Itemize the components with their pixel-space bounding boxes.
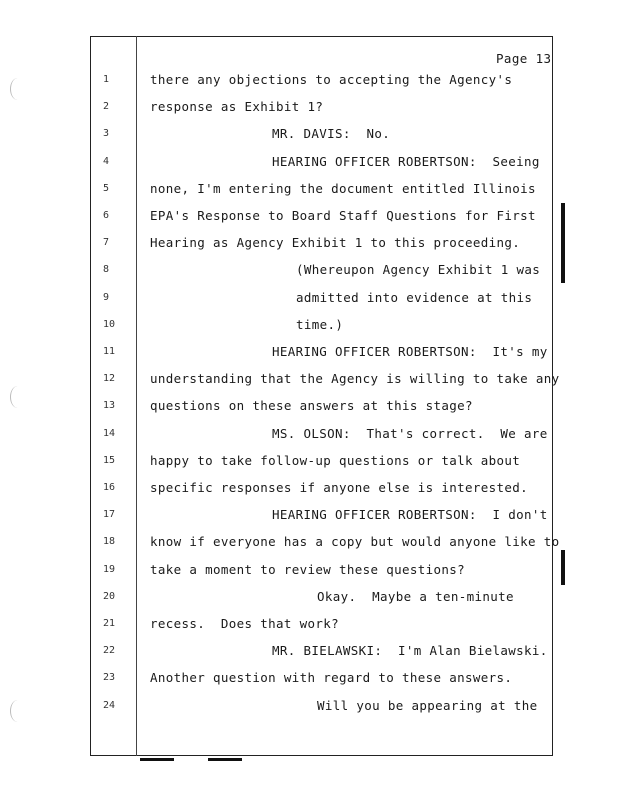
transcript-line: know if everyone has a copy but would anyone like to bbox=[150, 534, 560, 550]
scan-bottom-mark-1 bbox=[140, 758, 174, 761]
transcript-line: response as Exhibit 1? bbox=[150, 99, 324, 115]
line-number: 21 bbox=[103, 618, 116, 629]
line-number: 8 bbox=[103, 264, 110, 276]
line-number: 7 bbox=[103, 237, 110, 249]
transcript-line: MR. DAVIS: No. bbox=[272, 126, 391, 142]
line-number: 15 bbox=[103, 454, 116, 466]
transcript-line: (Whereupon Agency Exhibit 1 was bbox=[296, 262, 541, 278]
line-number: 14 bbox=[103, 427, 116, 439]
hole-punch-bottom bbox=[10, 700, 25, 722]
scan-edge-mark-bottom bbox=[561, 550, 565, 585]
transcript-line: admitted into evidence at this bbox=[296, 289, 533, 305]
line-number: 20 bbox=[103, 590, 116, 602]
transcript-line: Okay. Maybe a ten-minute bbox=[317, 588, 514, 604]
transcript-line: EPA's Response to Board Staff Questions for First bbox=[150, 208, 536, 223]
line-number: 4 bbox=[103, 155, 110, 167]
page-number: Page 13 bbox=[496, 51, 552, 66]
line-number: 16 bbox=[103, 482, 116, 493]
line-number: 1 bbox=[103, 74, 110, 85]
line-number: 17 bbox=[103, 509, 116, 521]
hole-punch-top bbox=[10, 78, 25, 100]
transcript-line: questions on these answers at this stage? bbox=[150, 398, 473, 414]
transcript-line: Another question with regard to these answers. bbox=[150, 670, 513, 686]
transcript-line: MR. BIELAWSKI: I'm Alan Bielawski. bbox=[272, 643, 548, 659]
scan-bottom-mark-2 bbox=[208, 758, 242, 761]
line-number: 18 bbox=[103, 536, 116, 548]
transcript-line: recess. Does that work? bbox=[150, 616, 340, 631]
transcript-line: HEARING OFFICER ROBERTSON: It's my bbox=[272, 344, 548, 359]
transcript-line: time.) bbox=[296, 316, 344, 332]
transcript-line: specific responses if anyone else is interested. bbox=[150, 480, 529, 495]
line-number: 11 bbox=[103, 346, 116, 357]
line-number: 13 bbox=[103, 400, 116, 412]
scan-edge-mark-top bbox=[561, 203, 565, 283]
transcript-line: HEARING OFFICER ROBERTSON: I don't bbox=[272, 507, 548, 523]
line-number: 2 bbox=[103, 101, 110, 113]
transcript-line: understanding that the Agency is willing to take any bbox=[150, 371, 560, 387]
transcript-line: happy to take follow-up questions or talk about bbox=[150, 452, 521, 468]
line-number: 10 bbox=[103, 318, 116, 330]
transcript-line: Will you be appearing at the bbox=[317, 697, 538, 713]
line-number: 6 bbox=[103, 210, 110, 221]
line-number: 3 bbox=[103, 128, 110, 140]
line-number: 19 bbox=[103, 563, 116, 575]
line-number: 12 bbox=[103, 373, 116, 385]
transcript-line: HEARING OFFICER ROBERTSON: Seeing bbox=[272, 153, 540, 169]
line-number: 24 bbox=[103, 699, 116, 711]
line-number: 22 bbox=[103, 645, 116, 657]
transcript-line: MS. OLSON: That's correct. We are bbox=[272, 425, 548, 441]
transcript-line: none, I'm entering the document entitled Illinois bbox=[150, 180, 536, 196]
transcript-line: there any objections to accepting the Agency's bbox=[150, 72, 513, 87]
hole-punch-middle bbox=[10, 386, 25, 408]
line-number: 9 bbox=[103, 291, 110, 303]
transcript-line: Hearing as Agency Exhibit 1 to this proceeding. bbox=[150, 235, 521, 251]
line-number: 5 bbox=[103, 182, 110, 194]
transcript-line: take a moment to review these questions? bbox=[150, 561, 466, 577]
line-number-margin-rule bbox=[136, 36, 137, 756]
line-number: 23 bbox=[103, 672, 116, 684]
